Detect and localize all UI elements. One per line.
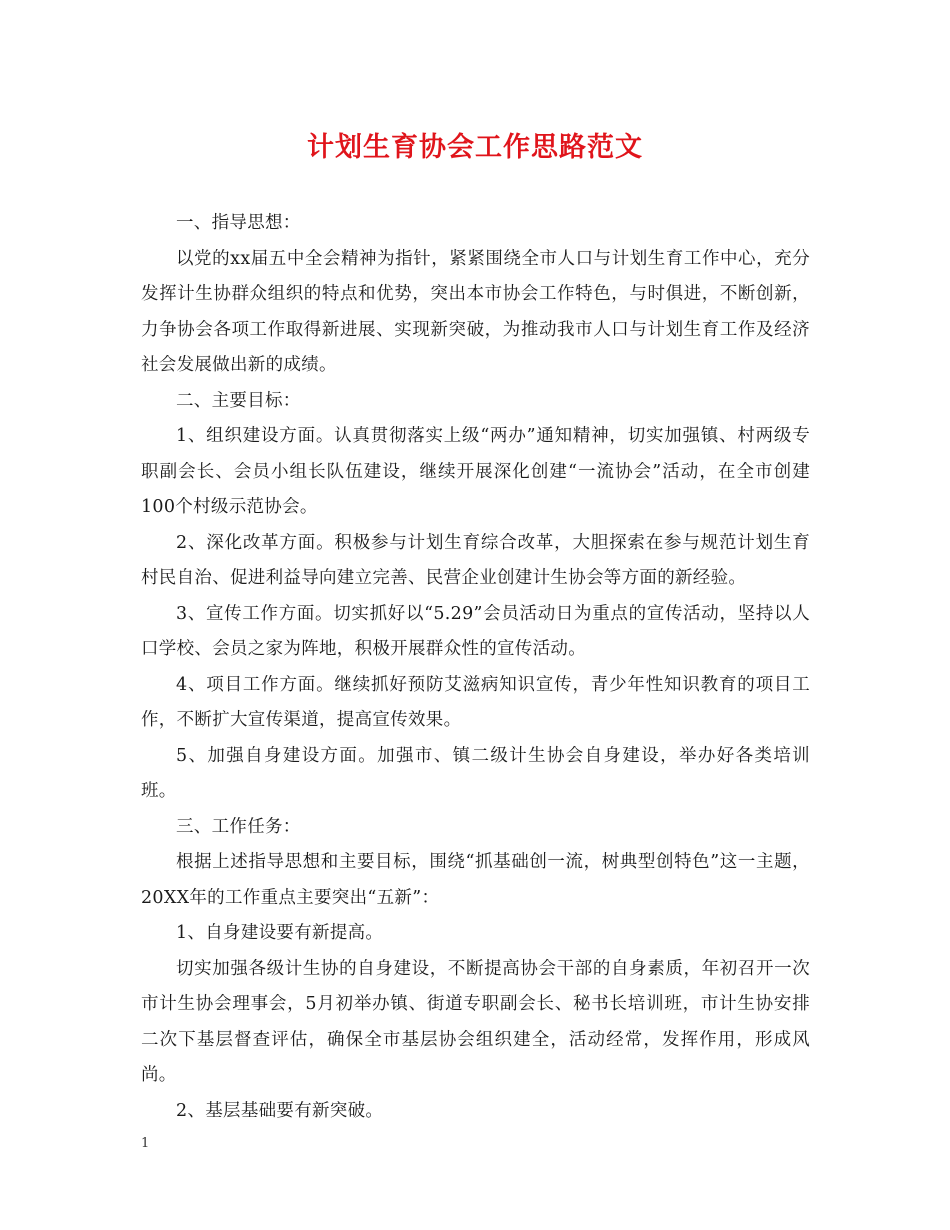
task-item-grassroots: 2、基层基础要有新突破。 — [176, 1100, 384, 1121]
document-title: 计划生育协会工作思路范文 — [307, 132, 643, 163]
page-number: 1 — [141, 1136, 150, 1151]
goal-item-publicity: 3、宣传工作方面。切实抓好以“5.29”会员活动日为重点的宣传活动，坚持以人口学校、会员之家为阵地，积极开展群众性的宣传活动。 — [141, 603, 810, 659]
paragraph-guiding-thought: 以党的xx届五中全会精神为指针，紧紧围绕全市人口与计划生育工作中心，充分发挥计生协群众组织的特点和优势，突出本市协会工作特色，与时俱进，不断创新，力争协会各项工作取得新进展、实现新突破，为推动我市人口与计划生育工作及经济社会发展做出新的成绩。 — [141, 248, 810, 375]
goal-item-organization: 1、组织建设方面。认真贯彻落实上级“两办”通知精神，切实加强镇、村两级专职副会长、会员小组长队伍建设，继续开展深化创建“一流协会”活动，在全市创建100个村级示范协会。 — [141, 426, 810, 517]
heading-guiding-thought: 一、指导思想： — [176, 213, 301, 233]
task-item-self-building: 1、自身建设要有新提高。 — [176, 923, 384, 943]
goal-item-projects: 4、项目工作方面。继续抓好预防艾滋病知识宣传，青少年性知识教育的项目工作，不断扩大宣传渠道，提高宣传效果。 — [141, 674, 810, 730]
heading-main-goals: 二、主要目标： — [176, 390, 301, 411]
goal-item-self-building: 5、加强自身建设方面。加强市、镇二级计生协会自身建设，举办好各类培训班。 — [141, 745, 810, 801]
goal-item-reform: 2、深化改革方面。积极参与计划生育综合改革，大胆探索在参与规范计划生育村民自治、促进利益导向建立完善、民营企业创建计生协会等方面的新经验。 — [141, 532, 810, 588]
paragraph-work-tasks-intro: 根据上述指导思想和主要目标，围绕“抓基础创一流，树典型创特色”这一主题，20XX年的工作重点主要突出“五新”： — [141, 852, 810, 908]
document-body — [141, 206, 810, 1129]
paragraph-self-building-detail: 切实加强各级计生协的自身建设，不断提高协会干部的自身素质，年初召开一次市计生协会理事会，5月初举办镇、街道专职副会长、秘书长培训班，市计生协安排二次下基层督查评估，确保全市基层协会组织建全，活动经常，发挥作用，形成风尚。 — [141, 958, 810, 1085]
heading-work-tasks: 三、工作任务： — [176, 816, 301, 837]
